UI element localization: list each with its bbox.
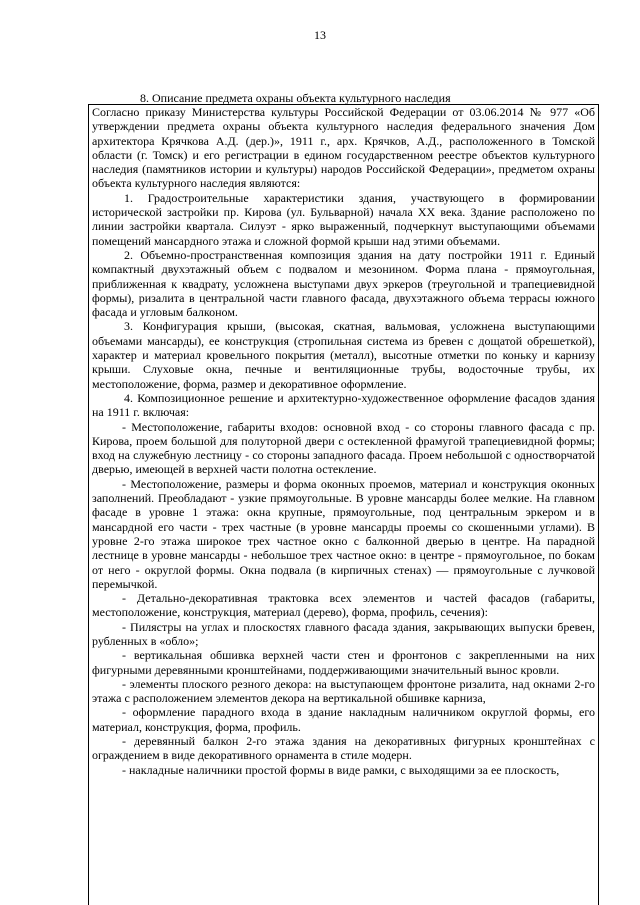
entrances-paragraph: - Местоположение, габариты входов: основной вход - со стороны главного фасада с пр. Кирова, проем большой для полуторной двери с остекленной фрамугой трапециевидной формы; вход на служебную лестницу - со стороны западного фасада. Проем небольшой с одностворчатой дверью, имеющей в верхней части полотна остекление. — [92, 419, 595, 477]
protection-subject-box — [88, 104, 599, 905]
page-number: 13 — [314, 28, 326, 42]
intro-paragraph: Согласно приказу Министерства культуры Российской Федерации от 03.06.2014 № 977 «Об утверждении предмета охраны объекта культурного наследия федерального значения Дом архитектора Крячкова А.Д. (дер.)», 1911 г., арх. Крячков, А.Д., расположенного в Томской области (г. Томск) и его регистрации в едином государственном реестре объектов культурного наследия (памятников истории и культуры) народов Российской Федерации», предметом охраны объекта культурного наследия являются: — [92, 105, 595, 191]
balcony-paragraph: - деревянный балкон 2-го этажа здания на декоративных фигурных кронштейнах с ограждением в виде декоративного орнамента в стиле модерн. — [92, 734, 595, 763]
item-1-paragraph: 1. Градостроительные характеристики здания, участвующего в формировании исторической застройки пр. Кирова (ул. Бульварной) начала ХХ века. Здание расположено по линии застройки квартала. Силуэт - ярко выраженный, подчеркнут выступающими объемами помещений мансардного этажа и сложной формой крыши над этими объемами. — [92, 190, 595, 248]
item-2-paragraph: 2. Объемно-пространственная композиция здания на дату постройки 1911 г. Единый компактный двухэтажный объем с подвалом и мезонином. Форма плана - прямоугольная, приближенная к квадрату, усложнена выступами двух эркеров (треугольной и трапециевидной формы), ризалита в центральной части главного фасада, двухэтажного объема террасы южного фасада и угловым балконом. — [92, 247, 595, 320]
windows-paragraph: - Местоположение, размеры и форма оконных проемов, материал и конструкция оконных заполнений. Преобладают - узкие прямоугольные. В уровне мансарды более мелкие. На главном фасаде в уровне 1 этажа: окна крупные, прямоугольные, под центральным эркером и в мансардной его части - трех частные (в уровне мансарды проемы со скошенными углами). В уровне 2-го этажа широкое трех частное окно с балконной дверью в центре. На парадной лестнице в уровне мансарды - небольшое трех частное окно: в центре - прямоугольное, по бокам от него - округлой формы. Окна подвала (в кирпичных стенах) — прямоугольные с лучковой перемычкой. — [92, 476, 595, 591]
carved-decor-paragraph: - элементы плоского резного декора: на выступающем фронтоне ризалита, над окнами 2-го этажа с расположением элементов декора на вертикальной обшивке карниза, — [92, 676, 595, 706]
cladding-paragraph: - вертикальная обшивка верхней части стен и фронтонов с закрепленными на них фигурными деревянными кронштейнами, поддерживающими значительный вынос кровли. — [92, 648, 595, 677]
decor-treatment-paragraph: - Детально-декоративная трактовка всех элементов и частей фасадов (габариты, местоположение, конструкция, материал (дерево), форма, профиль, сечения): — [92, 591, 595, 620]
item-3-paragraph: 3. Конфигурация крыши, (высокая, скатная, вальмовая, усложнена выступающими объемами мансарды), ее конструкция (стропильная система из бревен с дощатой обрешеткой), характер и материал кровельного покрытия (металл), высотные отметки по коньку и карнизу крыши. Слуховые окна, печные и вентиляционные трубы, водосточные трубы, их местоположение, форма, размер и декоративное оформление. — [92, 319, 595, 391]
pilasters-paragraph: - Пилястры на углах и плоскостях главного фасада здания, закрывающих выпуски бревен, рубленных в «обло»; — [92, 619, 595, 648]
section-heading: 8. Описание предмета охраны объекта культурного наследия — [140, 91, 451, 105]
item-4-paragraph: 4. Композиционное решение и архитектурно-художественное оформление фасадов здания на 1911 г. включая: — [92, 390, 595, 420]
main-entrance-paragraph: - оформление парадного входа в здание накладным наличником округлой формы, его материал, конструкция, форма, профиль. — [92, 705, 595, 734]
trims-paragraph: - накладные наличники простой формы в виде рамки, с выходящими за ее плоскость, — [122, 762, 560, 777]
